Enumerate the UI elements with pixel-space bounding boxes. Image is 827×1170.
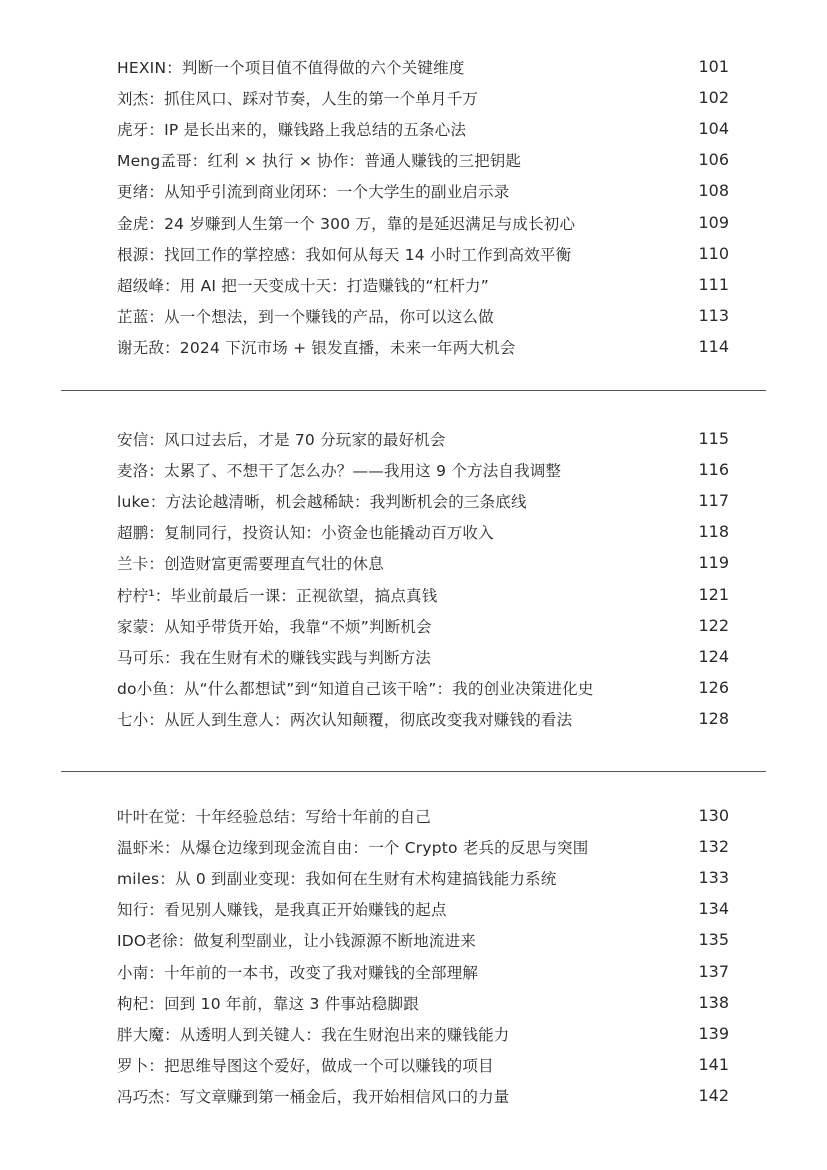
toc-entry-page-number: 118 (698, 522, 729, 541)
toc-entry-title: Meng孟哥：红利 × 执行 × 协作：普通人赚钱的三把钥匙 (117, 152, 522, 170)
toc-entry-page-number: 138 (698, 993, 729, 1012)
toc-entry[interactable] (0, 710, 827, 741)
toc-entry-page-number: 124 (698, 647, 729, 666)
toc-entry[interactable] (0, 807, 827, 838)
toc-entry-page-number: 128 (698, 709, 729, 728)
toc-entry-page-number: 139 (698, 1024, 729, 1043)
toc-entry-title: 刘杰：抓住风口、踩对节奏，人生的第一个单月千万 (117, 90, 479, 108)
toc-entry-page-number: 121 (698, 585, 729, 604)
toc-entry[interactable] (0, 617, 827, 648)
toc-entry-page-number: 117 (698, 491, 729, 510)
toc-entry-title: 家蒙：从知乎带货开始，我靠“不烦”判断机会 (117, 618, 432, 636)
toc-entry-page-number: 114 (698, 337, 729, 356)
toc-entry[interactable] (0, 586, 827, 617)
toc-entry-page-number: 111 (698, 275, 729, 294)
toc-entry-title: 罗卜：把思维导图这个爱好，做成一个可以赚钱的项目 (117, 1057, 494, 1075)
toc-entry-title: 温虾米：从爆仓边缘到现金流自由：一个 Crypto 老兵的反思与突围 (117, 839, 589, 857)
toc-entry-title: 胖大魔：从透明人到关键人：我在生财泡出来的赚钱能力 (117, 1026, 510, 1044)
toc-entry-title: IDO老徐：做复利型副业，让小钱源源不断地流进来 (117, 932, 477, 950)
toc-entry-title: 超级峰：用 AI 把一天变成十天：打造赚钱的“杠杆力” (117, 277, 489, 295)
toc-entry[interactable] (0, 900, 827, 931)
toc-entry-page-number: 137 (698, 962, 729, 981)
toc-entry-title: 冯巧杰：写文章赚到第一桶金后，我开始相信风口的力量 (117, 1088, 510, 1106)
toc-entry-page-number: 102 (698, 88, 729, 107)
toc-entry-title: 知行：看见别人赚钱，是我真正开始赚钱的起点 (117, 901, 447, 919)
toc-entry[interactable] (0, 276, 827, 307)
toc-entry[interactable] (0, 151, 827, 182)
toc-entry[interactable] (0, 994, 827, 1025)
toc-entry-page-number: 110 (698, 244, 729, 263)
toc-entry[interactable] (0, 430, 827, 461)
toc-entry-title: 七小：从匠人到生意人：两次认知颠覆，彻底改变我对赚钱的看法 (117, 711, 573, 729)
toc-entry-title: 叶叶在觉：十年经验总结：写给十年前的自己 (117, 808, 432, 826)
toc-entry[interactable] (0, 58, 827, 89)
toc-entry-title: 枸杞：回到 10 年前，靠这 3 件事站稳脚跟 (117, 995, 419, 1013)
toc-entry-title: miles：从 0 到副业变现：我如何在生财有术构建搞钱能力系统 (117, 870, 557, 888)
toc-entry[interactable] (0, 245, 827, 276)
toc-entry-page-number: 141 (698, 1055, 729, 1074)
toc-entry-page-number: 115 (698, 429, 729, 448)
toc-entry-title: 超鹏：复制同行，投资认知：小资金也能撬动百万收入 (117, 524, 494, 542)
toc-entry-title: 兰卡：创造财富更需要理直气壮的休息 (117, 555, 384, 573)
toc-entry-page-number: 132 (698, 837, 729, 856)
toc-entry-title: 金虎：24 岁赚到人生第一个 300 万，靠的是延迟满足与成长初心 (117, 215, 576, 233)
toc-entry-page-number: 130 (698, 806, 729, 825)
toc-entry-page-number: 126 (698, 678, 729, 697)
toc-entry-title: 安信：风口过去后，才是 70 分玩家的最好机会 (117, 431, 446, 449)
toc-entry-title: 马可乐：我在生财有术的赚钱实践与判断方法 (117, 649, 432, 667)
toc-entry-title: 小南：十年前的一本书，改变了我对赚钱的全部理解 (117, 964, 479, 982)
toc-entry[interactable] (0, 963, 827, 994)
toc-entry-title: 谢无敌：2024 下沉市场 + 银发直播，未来一年两大机会 (117, 339, 516, 357)
toc-entry-title: HEXIN：判断一个项目值不值得做的六个关键维度 (117, 59, 465, 77)
toc-entry-page-number: 109 (698, 213, 729, 232)
toc-entry[interactable] (0, 307, 827, 338)
toc-entry[interactable] (0, 869, 827, 900)
toc-entry[interactable] (0, 838, 827, 869)
toc-entry-page-number: 108 (698, 181, 729, 200)
toc-entry[interactable] (0, 1087, 827, 1118)
toc-entry[interactable] (0, 1025, 827, 1056)
toc-entry-page-number: 119 (698, 553, 729, 572)
toc-entry-page-number: 142 (698, 1086, 729, 1105)
toc-entry[interactable] (0, 523, 827, 554)
toc-entry[interactable] (0, 679, 827, 710)
toc-entry-page-number: 133 (698, 868, 729, 887)
toc-entry-title: 柠柠¹：毕业前最后一课：正视欲望，搞点真钱 (117, 587, 438, 605)
toc-entry[interactable] (0, 554, 827, 585)
toc-entry-page-number: 106 (698, 150, 729, 169)
toc-entry[interactable] (0, 182, 827, 213)
toc-entry-title: 根源：找回工作的掌控感：我如何从每天 14 小时工作到高效平衡 (117, 246, 572, 264)
toc-entry-page-number: 135 (698, 930, 729, 949)
toc-entry[interactable] (0, 338, 827, 369)
toc-entry-title: 芷蓝：从一个想法，到一个赚钱的产品，你可以这么做 (117, 308, 494, 326)
toc-entry-title: 麦洛：太累了、不想干了怎么办？——我用这 9 个方法自我调整 (117, 462, 562, 480)
toc-entry[interactable] (0, 461, 827, 492)
toc-entry[interactable] (0, 214, 827, 245)
section-divider (61, 390, 766, 391)
toc-entry-page-number: 113 (698, 306, 729, 325)
toc-entry-page-number: 116 (698, 460, 729, 479)
toc-entry-title: 虎牙：IP 是长出来的，赚钱路上我总结的五条心法 (117, 121, 467, 139)
toc-entry[interactable] (0, 931, 827, 962)
toc-entry-page-number: 101 (698, 57, 729, 76)
section-divider (61, 771, 766, 772)
toc-entry[interactable] (0, 1056, 827, 1087)
toc-entry-title: do小鱼：从“什么都想试”到“知道自己该干啥”：我的创业决策进化史 (117, 680, 594, 698)
toc-entry-page-number: 134 (698, 899, 729, 918)
toc-entry-page-number: 122 (698, 616, 729, 635)
toc-entry-title: luke：方法论越清晰，机会越稀缺：我判断机会的三条底线 (117, 493, 527, 511)
toc-entry[interactable] (0, 648, 827, 679)
toc-entry[interactable] (0, 89, 827, 120)
toc-entry[interactable] (0, 120, 827, 151)
toc-entry-title: 更绪：从知乎引流到商业闭环：一个大学生的副业启示录 (117, 183, 510, 201)
toc-entry[interactable] (0, 492, 827, 523)
toc-entry-page-number: 104 (698, 119, 729, 138)
